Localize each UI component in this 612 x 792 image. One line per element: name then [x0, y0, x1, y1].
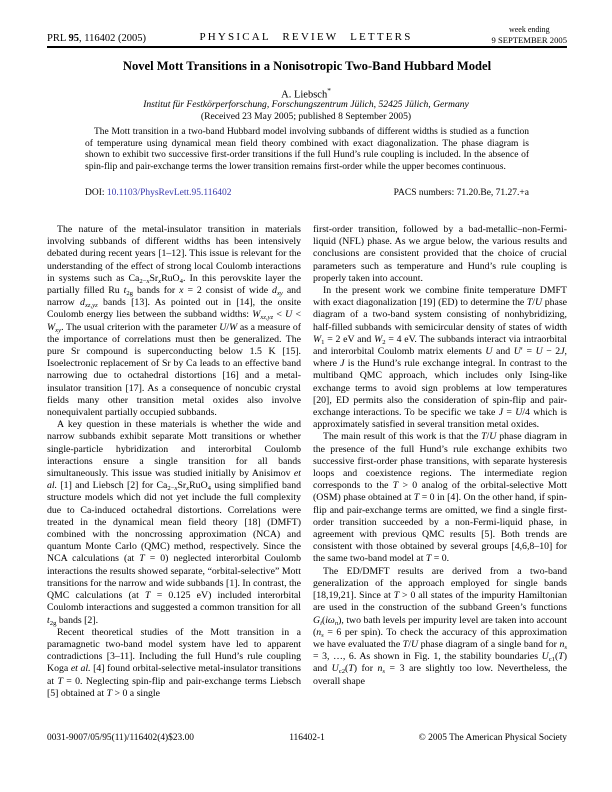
body-columns — [47, 224, 567, 727]
paper-title: Novel Mott Transitions in a Nonisotropic Two-Band Hubbard Model — [122, 59, 492, 73]
header-divider — [47, 46, 567, 48]
doi-label: DOI: — [85, 188, 105, 198]
author-name: A. Liebsch — [281, 89, 328, 101]
text-paragraph: The main result of this work is that the T/U phase diagram in the presence of the full Hund’s rule exchange exhibits two successive first-order phase transitions, with separate hysteresis loops and coexistence regions. The intermediate region corresponds to the T > 0 analog of the orbital-selective Mott (OSM) phase obtained at T = 0 in [4]. On the other hand, if spin-flip and pair-exchange terms are omitted, we find a single first-order transition succeeded by a non-Fermi-liquid phase, in agreement with previous QMC results [5]. Both trends are consistent with those obtained by several groups [4,6,8–10] for the same two-band model at T = 0. — [313, 431, 567, 565]
issue-date-value: 9 SEPTEMBER 2005 — [491, 35, 567, 45]
column-right — [313, 224, 567, 727]
text-paragraph: A key question in these materials is whether the wide and narrow subbands exhibit separate Mott transitions or whether single-particle hybridization and interorbital Coulomb interactions ensure a single transition for all bands simultaneously. This issue was studied initially by Anisimov et al. [1] and Liebsch [2] for $Ca_{2-x}Sr_xRuO_4$ using simplified band structure models which did not yet include the full complexity due to Ca-induced octahedral distortions. Correlations were treated in the dynamical mean field theory [18] (DMFT) combined with the noncrossing approximation (NCA) and quantum Monte Carlo (QMC) method, respectively. Since the NCA calculations (at T = 0) neglected interorbital Coulomb interactions the results showed separate, “orbital-selective” Mott transitions for the narrow and wide subbands [1]. In contrast, the QMC calculations (at T = 0.125 eV) included interorbital Coulomb interactions and suggested a common transition for all $t_{2g}$ bands [2]. — [47, 419, 301, 627]
week-ending-label: week ending — [508, 25, 550, 34]
issue-date — [492, 25, 567, 45]
journal-name: PHYSICAL REVIEW LETTERS — [199, 31, 413, 43]
page-footer — [47, 733, 567, 743]
text-paragraph: Recent theoretical studies of the Mott transition in a paramagnetic two-band model system have led to apparent contradictions [3–11]. Including the full Hund’s rule coupling Koga et al. [4] found orbital-selective metal-insulator transitions at T = 0. Neglecting spin-flip and pair-exchange terms Liebsch [5] obtained at T > 0 a single — [47, 626, 301, 699]
doi-entry — [85, 188, 232, 198]
issn-price-code: 0031-9007/05/95(11)/116402(4)$23.00 — [47, 733, 194, 743]
text-paragraph: In the present work we combine finite temperature DMFT with exact diagonalization [19] (ED) to determine the T/U phase diagram of a two-band system consisting of nonhybridizing, half-filled subbands with semicircular density of states of width $W_1 = 2$ eV and $W_2 = 4$ eV. The subbands interact via intraorbital and interorbital Coulomb matrix elements U and U′ = U − 2J, where J is the Hund’s rule exchange integral. In contrast to the multiband QMC approach, which includes only Ising-like exchange terms to avoid sign problems at low temperatures [20], ED permits also the consideration of spin-flip and pair-exchange interactions. To be specific we take J = U/4 which is approximately satisfied in several transition metal oxides. — [313, 285, 567, 431]
copyright-notice: © 2005 The American Physical Society — [418, 733, 567, 743]
doi-link[interactable]: 10.1103/PhysRevLett.95.116402 — [106, 188, 232, 198]
journal-citation: PRL 95, 116402 (2005) — [47, 33, 146, 44]
article-page-number: 116402-1 — [289, 733, 325, 743]
column-left — [47, 224, 301, 727]
text-paragraph: The nature of the metal-insulator transition in materials involving subbands of different widths has been intensively debated during recent years [1–12]. This issue is relevant for the understanding of the effect of strong local Coulomb interactions in systems such as $Ca_{2-x}Sr_xRuO_4$. In this perovskite layer the partially filled Ru $t_{2g}$ bands for x = 2 consist of wide $d_{xy}$ and narrow $d_{xz,yz}$ bands [13]. As pointed out in [14], the onsite Coulomb energy lies between the subband widths: $W_{xz,yz} < U < W_{xy}$. The usual criterion with the parameter U/W as a measure of the importance of correlations must then be generalized. The pure Sr compound is superconducting below 1.5 K [15]. Isoelectronic replacement of Sr by Ca leads to an effective band narrowing due to octahedral distortions [16] and a metal-insulator transition [17]. As a consequence of noncubic crystal fields many other transition metal oxides also involve nonequivalent partially occupied subbands. — [47, 224, 301, 419]
doi-pacs-row — [85, 188, 529, 198]
abstract: The Mott transition in a two-band Hubbard model involving subbands of different widths is studied as a function of temperature using dynamical mean field theory combined with exact diagonalization. The phase diagram is shown to exhibit two successive first-order transitions if the full Hund’s rule coupling is included. In the absence of spin-flip and pair-exchange terms the lower transition remains first-order while the upper becomes continuous. — [85, 127, 529, 172]
pacs-numbers: PACS numbers: 71.20.Be, 71.27.+a — [393, 188, 529, 198]
author-footnote-mark: * — [327, 86, 331, 95]
received-published-line: (Received 23 May 2005; published 8 September 2005) — [200, 111, 412, 122]
text-paragraph: The ED/DMFT results are derived from a two-band generalization of the approach employed for single bands [18,19,21]. Since at T > 0 all states of the impurity Hamiltonian are used in the construction of the subband Green’s functions $G_i(i\omega_n)$, two bath levels per impurity level are taken into account ($n_s = 6$ per spin). To check the accuracy of this approximation we have evaluated the T/U phase diagram of a single band for $n_s = 3$, …, 6. As shown in Fig. 1, the stability boundaries $U_{c1}(T)$ and $U_{c2}(T)$ for $n_s = 3$ are slightly too low. Nevertheless, the overall shape — [313, 565, 567, 687]
text-paragraph: first-order transition, followed by a bad-metallic–non-Fermi-liquid (NFL) phase. As we argue below, the various results and conclusions are consistent provided that the choice of crucial parameters such as temperature and Hund’s rule coupling is properly taken into account. — [313, 224, 567, 284]
affiliation: Institut für Festkörperforschung, Forschungszentrum Jülich, 52425 Jülich, Germany — [143, 99, 469, 110]
